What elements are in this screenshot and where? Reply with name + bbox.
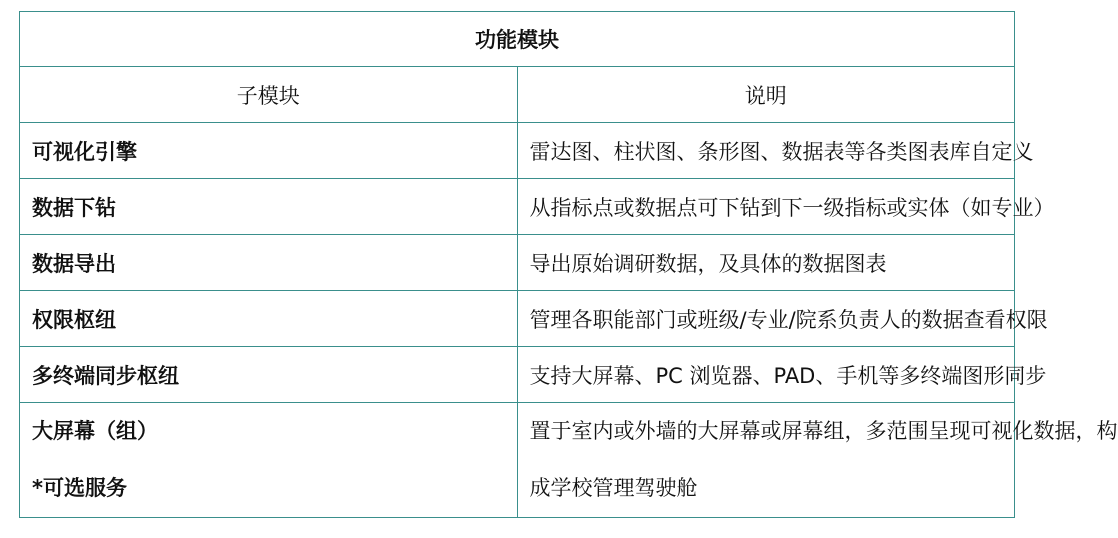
submodule-description xyxy=(517,403,1118,518)
submodule-name: 多终端同步枢纽 xyxy=(20,347,518,403)
column-header-submodule: 子模块 xyxy=(20,67,518,123)
submodule-description: 管理各职能部门或班级/专业/院系负责人的数据查看权限 xyxy=(517,291,1015,347)
submodule-name-line1: 大屏幕（组） xyxy=(32,419,158,443)
column-header-description: 说明 xyxy=(517,67,1015,123)
submodule-name: 可视化引擎 xyxy=(20,123,518,179)
table-title: 功能模块 xyxy=(20,12,1015,67)
submodule-description: 导出原始调研数据，及具体的数据图表 xyxy=(517,235,1015,291)
submodule-name-line2: *可选服务 xyxy=(32,476,127,500)
function-module-table-wrapper xyxy=(19,11,1118,518)
table-header-row xyxy=(20,67,1015,123)
table-row xyxy=(20,179,1015,235)
submodule-description: 雷达图、柱状图、条形图、数据表等各类图表库自定义 xyxy=(517,123,1015,179)
submodule-description: 支持大屏幕、PC 浏览器、PAD、手机等多终端图形同步 xyxy=(517,347,1015,403)
submodule-description: 从指标点或数据点可下钻到下一级指标或实体（如专业） xyxy=(517,179,1015,235)
table-title-row xyxy=(20,12,1015,67)
function-module-table xyxy=(19,11,1118,518)
submodule-description-line1: 置于室内或外墙的大屏幕或屏幕组，多范围呈现可视化数据，构 xyxy=(529,419,1118,443)
table-row xyxy=(20,123,1015,179)
table-row xyxy=(20,347,1015,403)
submodule-name: 权限枢纽 xyxy=(20,291,518,347)
submodule-name: 数据下钻 xyxy=(20,179,518,235)
submodule-description-line2: 成学校管理驾驶舱 xyxy=(529,476,698,500)
table-row xyxy=(20,291,1015,347)
table-row-large-screen xyxy=(20,403,1015,518)
submodule-name xyxy=(20,403,518,518)
submodule-name: 数据导出 xyxy=(20,235,518,291)
table-row xyxy=(20,235,1015,291)
